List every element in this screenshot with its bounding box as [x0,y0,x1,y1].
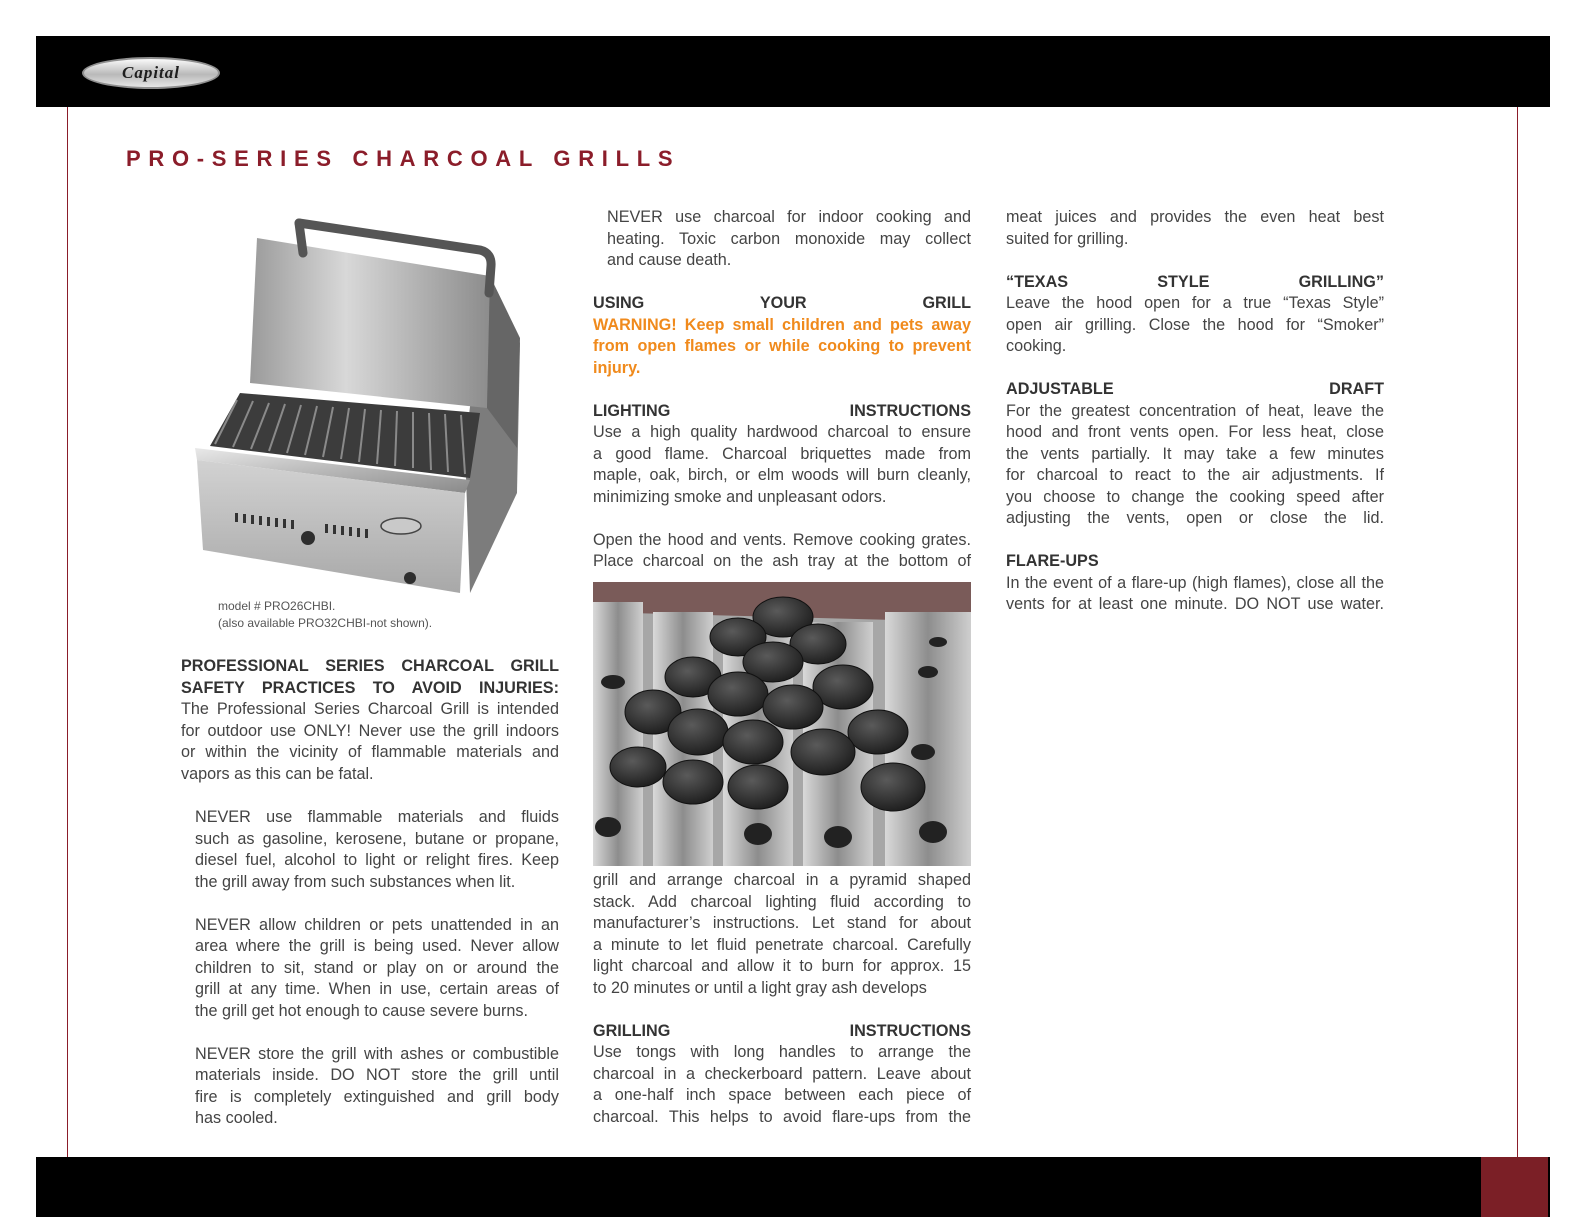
body-line: Place charcoal on the ash tray at the bottom of [593,552,971,570]
body-line: grill at any time. When in use, certain areas of [195,980,559,998]
header-bar [36,36,1550,107]
safety-heading: PROFESSIONAL SERIES CHARCOAL GRILL [181,657,559,675]
lighting-grilling-section [593,870,971,1128]
body-line: The Professional Series Charcoal Grill is intended [181,700,559,718]
safety-rule-4 [607,207,971,272]
body-line: you choose to change the cooking speed after [1006,487,1384,506]
charcoal-grill-image [195,208,525,600]
body-line: meat juices and provides the even heat best [1006,208,1384,226]
body-line: hood and front vents open. For less heat, close [1006,423,1384,441]
body-line: In the event of a flare-up (high flames), close all the [1006,573,1384,592]
body-line: NEVER store the grill with ashes or combustible [195,1044,559,1063]
left-margin-rule [67,107,68,1157]
safety-section [181,656,559,785]
charcoal-briquettes-image [593,582,971,866]
body-line: has cooled. [195,1109,278,1127]
warning-line: injury. [593,358,641,377]
body-line: Open the hood and vents. Remove cooking grates. [593,530,971,549]
draft-heading: ADJUSTABLE DRAFT [1006,380,1384,398]
body-line: diesel fuel, alcohol to light or relight fires. Keep [195,851,559,869]
capital-logo [82,57,220,89]
warning-line: from open flames or while cooking to prevent [593,337,971,355]
body-line: NEVER allow children or pets unattended in an [195,915,559,934]
safety-heading: SAFETY PRACTICES TO AVOID INJURIES: [181,678,559,697]
body-line: the grill get hot enough to cause severe burns. [195,1001,528,1020]
body-line: Use a high quality hardwood charcoal to ensure [593,423,971,441]
body-line: NEVER use charcoal for indoor cooking and [607,208,971,226]
body-line: area where the grill is being used. Never allow [195,937,559,955]
caption-line: model # PRO26CHBI. [218,599,336,613]
body-line: minimizing smoke and unpleasant odors. [593,487,887,506]
body-line: the vents partially. It may take a few minutes [1006,444,1384,463]
body-line: open air grilling. Close the hood for “Smoker” [1006,315,1384,334]
footer-accent-block [1481,1157,1548,1217]
body-line: cooking. [1006,337,1067,355]
body-line: heating. Toxic carbon monoxide may collect [607,229,971,248]
body-line: light charcoal and allow it to burn for approx. 15 [593,957,971,975]
page-title: PRO-SERIES CHARCOAL GRILLS [126,146,681,171]
body-line: charcoal. This helps to avoid flare-ups from the [593,1107,971,1126]
body-line: such as gasoline, kerosene, butane or propane, [195,829,559,848]
warning-line: WARNING! Keep small children and pets away [593,315,971,334]
body-line: For the greatest concentration of heat, leave the [1006,401,1384,420]
safety-rules [195,807,559,1130]
body-line: a minute to let fluid penetrate charcoal. Carefully [593,935,971,954]
caption-line: (also available PRO32CHBI-not shown). [218,616,433,630]
body-line: fire is completely extinguished and grill body [195,1087,559,1106]
body-line: for charcoal to react to the air adjustments. If [1006,466,1384,484]
logo-text: Capital [121,63,180,82]
lighting-heading: LIGHTING INSTRUCTIONS [593,401,971,420]
body-line: a good flame. Charcoal briquettes made from [593,444,971,463]
body-line: manufacturer’s instructions. Let stand for about [593,914,971,932]
body-line: or within the vicinity of flammable materials and [181,743,559,761]
body-line: a one-half inch space between each piece of [593,1086,971,1104]
body-line: NEVER use flammable materials and fluids [195,808,559,826]
body-line: children to sit, stand or play on or around the [195,958,559,977]
body-line: the grill away from such substances when lit. [195,872,516,891]
image-caption [218,598,432,632]
body-line: stack. Add charcoal lighting fluid according to [593,892,971,911]
right-column [1006,207,1384,616]
using-heading: USING YOUR GRILL [593,294,971,312]
body-line: vapors as this can be fatal. [181,764,374,783]
using-lighting-section [593,293,971,573]
body-line: materials inside. DO NOT store the grill until [195,1066,559,1084]
texas-heading: “TEXAS STYLE GRILLING” [1006,272,1384,291]
body-line: grill and arrange charcoal in a pyramid shaped [593,871,971,889]
body-line: vents for at least one minute. DO NOT use water. [1006,595,1384,613]
body-line: for outdoor use ONLY! Never use the grill indoors [181,721,559,740]
body-line: Leave the hood open for a true “Texas Style” [1006,294,1384,312]
right-margin-rule [1517,107,1518,1157]
body-line: Use tongs with long handles to arrange the [593,1043,971,1061]
body-line: to 20 minutes or until a light gray ash develops [593,978,927,997]
body-line: maple, oak, birch, or elm woods will burn cleanly, [593,466,971,484]
body-line: adjusting the vents, open or close the lid. [1006,509,1384,527]
grilling-heading: GRILLING INSTRUCTIONS [593,1021,971,1040]
body-line: suited for grilling. [1006,229,1129,248]
body-line: and cause death. [607,251,732,269]
flareups-heading: FLARE-UPS [1006,552,1099,570]
body-line: charcoal in a checkerboard pattern. Leave about [593,1064,971,1083]
footer-bar [36,1157,1550,1217]
